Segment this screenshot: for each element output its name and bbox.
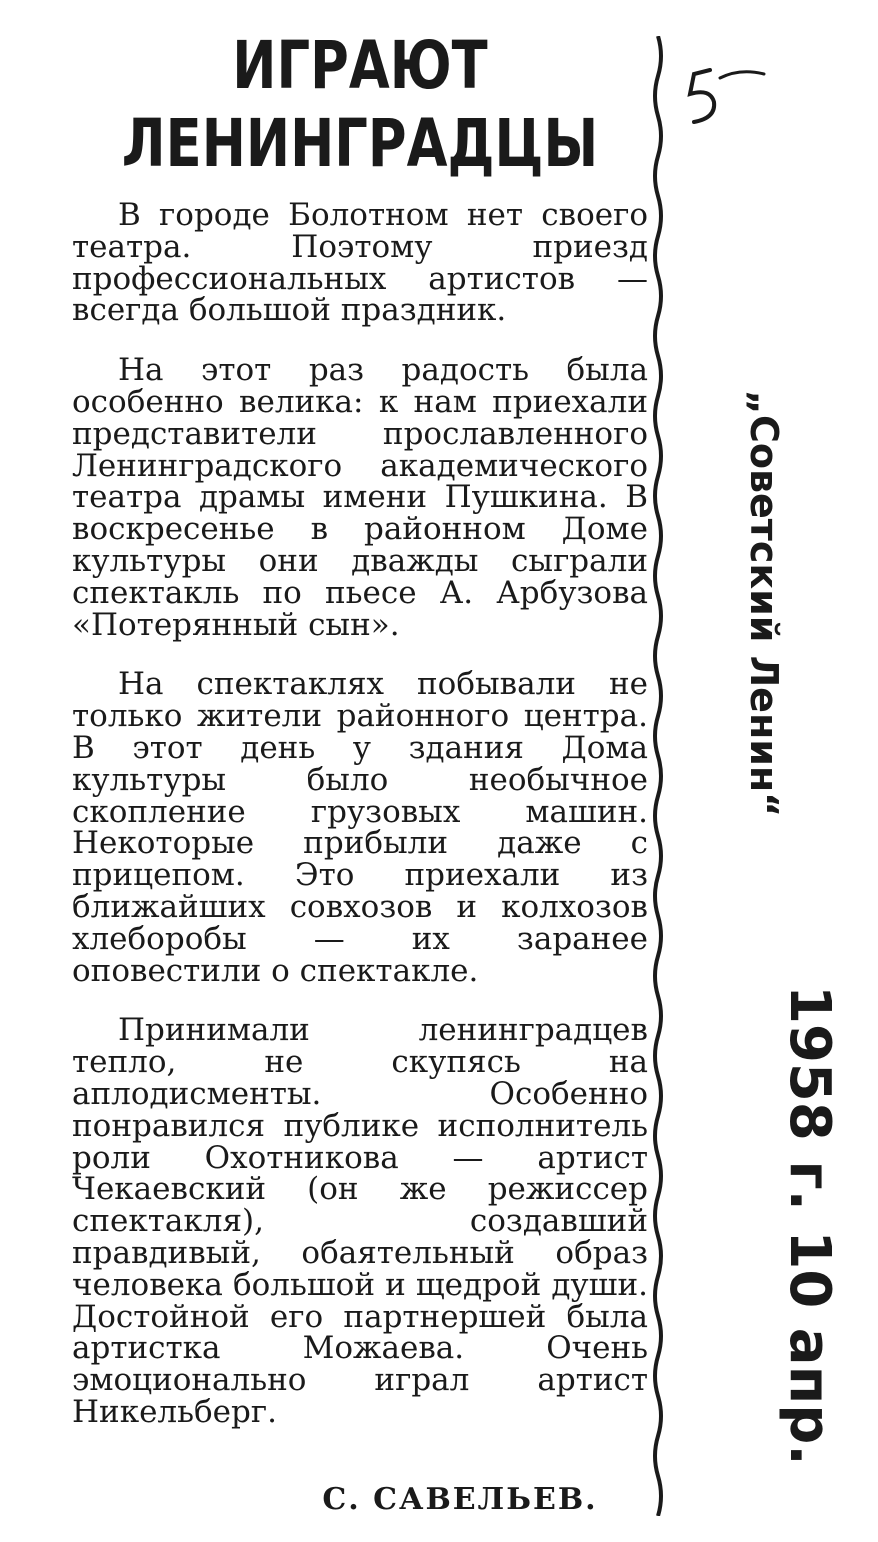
margin-date-stamp: 1958 г. 10 апр.	[777, 985, 842, 1466]
clipping-cut-edge	[648, 36, 668, 1516]
article-paragraph: Принимали ленинградцев тепло, не скупясь на аплодисменты. Особенно понравился публике исполнитель роли Охотникова — артист Чекаевский (он же режиссер спектакля), создавший правдивый, обаятельный образ человека большой и щедрой души. Достойной его партнершей была артистка Можаева. Очень эмоционально играл артист Никельберг.	[72, 1012, 648, 1430]
author-byline: С. САВЕЛЬЕВ.	[322, 1482, 598, 1517]
article-paragraph: На спектаклях побывали не только жители районного центра. В этот день у здания Дома культуры было необычное скопление грузовых машин. Некоторые прибыли даже с прицепом. Это приехали из ближайших совхозов и колхозов хлеборобы — их заранее оповестили о спектакле.	[72, 666, 648, 989]
article-paragraph: В городе Болотном нет своего театра. Поэтому приезд профессиональных артистов — всегда большой праздник.	[72, 197, 648, 329]
article-body	[72, 197, 648, 1457]
newspaper-clipping	[60, 20, 660, 1520]
margin-source-stamp: „Советский Ленин“	[742, 390, 786, 818]
headline-line-2: ЛЕНИНГРАДЦЫ	[121, 105, 599, 182]
headline-line-1: ИГРАЮТ	[232, 27, 488, 104]
article-paragraph: На этот раз радость была особенно велика: к нам приехали представители прославленного Ленинградского академического театра драмы имени Пушкина. В воскресенье в районном Доме культуры они дважды сыграли спектакль по пьесе А. Арбузова «Потерянный сын».	[72, 352, 648, 643]
handwritten-page-mark	[680, 60, 770, 130]
